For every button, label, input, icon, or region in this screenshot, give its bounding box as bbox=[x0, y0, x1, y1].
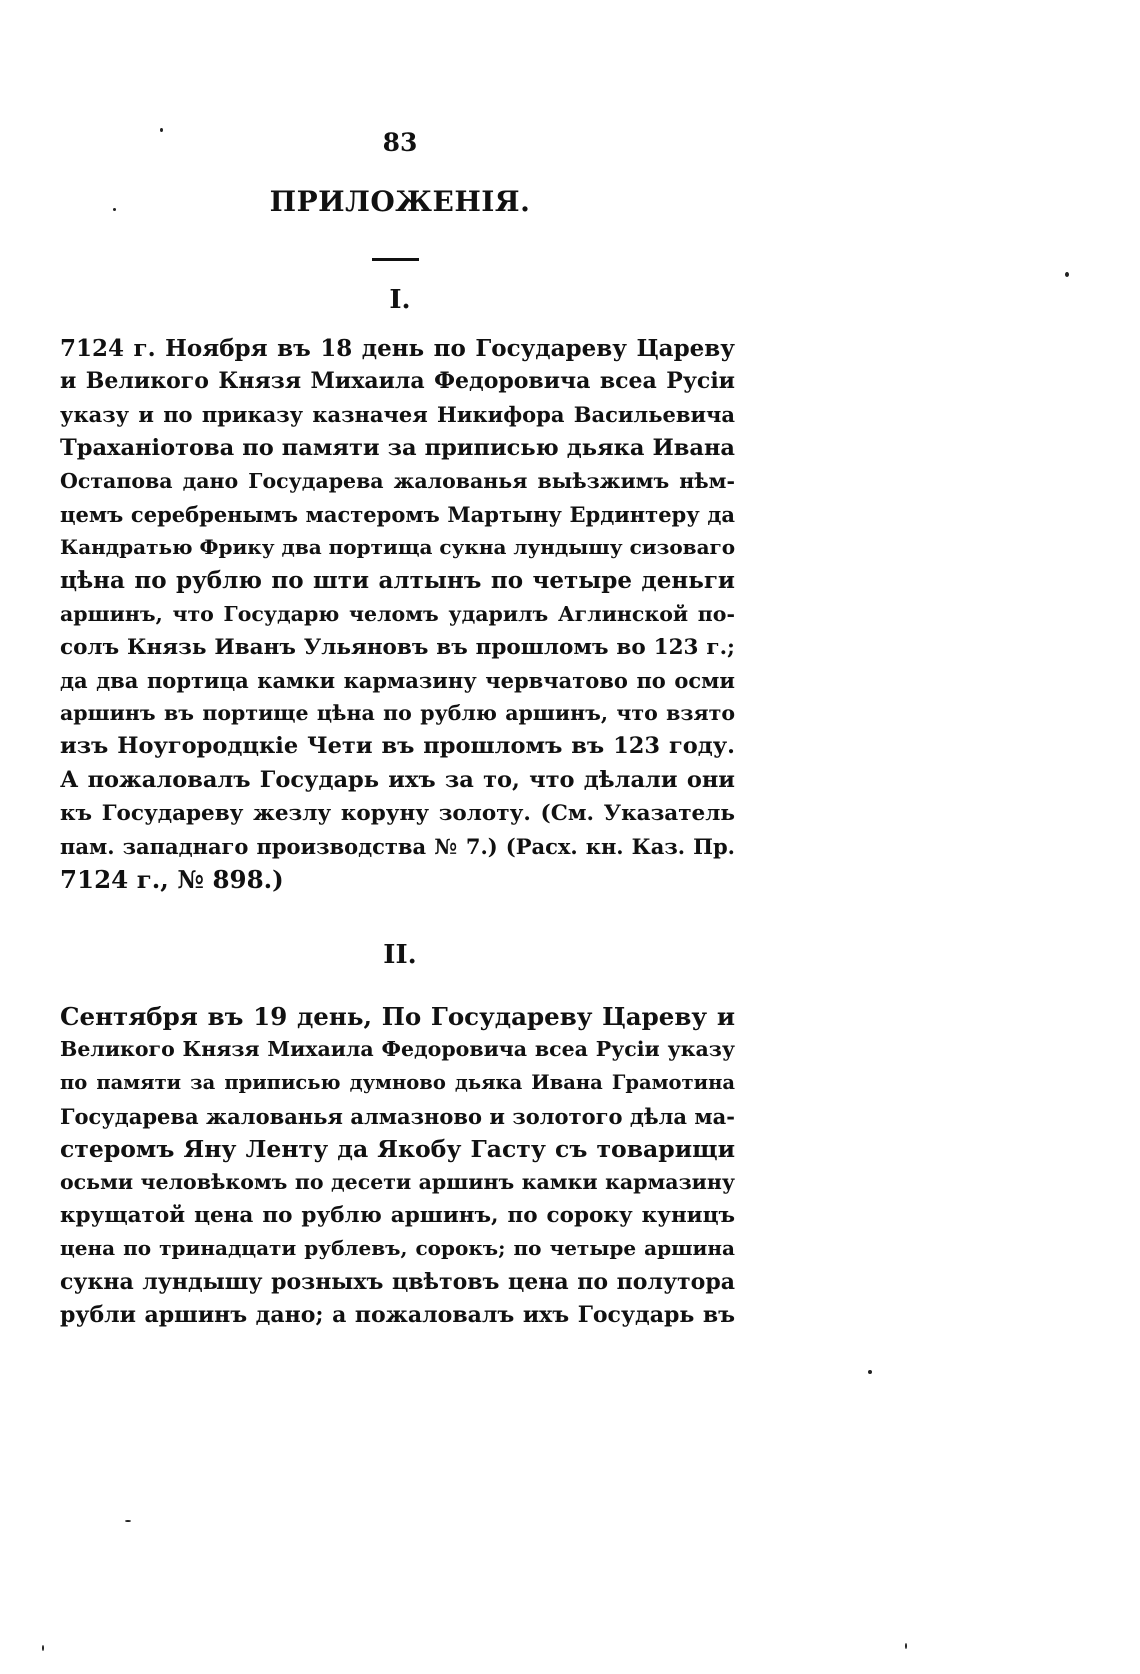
text-line: солъ Князь Иванъ Ульяновъ въ прошломъ во 123 г.; bbox=[60, 634, 735, 660]
scan-speck bbox=[113, 208, 116, 211]
text-line: Государева жалованья алмазново и золотого дѣла ма- bbox=[60, 1103, 735, 1129]
text-line: А пожаловалъ Государь ихъ за то, что дѣлали они bbox=[60, 766, 735, 793]
text-line: цемъ серебренымъ мастеромъ Мартыну Ердинтеру да bbox=[60, 502, 735, 528]
text-line: Остапова дано Государева жалованья выѣзжимъ нѣм- bbox=[60, 468, 735, 493]
scan-speck bbox=[868, 1370, 872, 1374]
text-line: Великого Князя Михаила Федоровича всеа Русіи указу bbox=[60, 1037, 735, 1062]
text-line: сукна лундышу розныхъ цвѣтовъ цена по полутора bbox=[60, 1268, 735, 1295]
section-number: II. bbox=[383, 940, 417, 970]
text-line: 7124 г., № 898.) bbox=[60, 865, 284, 895]
scan-speck bbox=[125, 1520, 131, 1522]
scan-speck bbox=[160, 128, 163, 132]
text-line: пам. западнаго производства № 7.) (Расх. кн. Каз. Пр. bbox=[60, 834, 735, 860]
text-line: изъ Ноугородцкіе Чети въ прошломъ въ 123 году. bbox=[60, 733, 735, 760]
text-line: да два портица камки кармазину червчатово по осми bbox=[60, 668, 735, 694]
scan-speck bbox=[42, 1645, 44, 1651]
text-line: Кандратью Фрику два портища сукна лундышу сизоваго bbox=[60, 535, 736, 560]
text-line: стеромъ Яну Ленту да Якобу Гасту съ товарищи bbox=[60, 1134, 735, 1163]
text-line: цѣна по рублю по шти алтынъ по четыре деньги bbox=[60, 567, 735, 595]
text-line: и Великого Князя Михаила Федоровича всеа Русіи bbox=[60, 368, 735, 395]
section-number: I. bbox=[389, 285, 411, 315]
page-number: 83 bbox=[382, 128, 418, 157]
section-text bbox=[60, 332, 735, 896]
text-line: указу и по приказу казначея Никифора Васильевича bbox=[60, 402, 735, 428]
text-line: осьми человѣкомъ по десети аршинъ камки кармазину bbox=[60, 1170, 735, 1195]
section-text bbox=[60, 1000, 735, 1332]
text-line: Сентября въ 19 день, По Государеву Цареву и bbox=[60, 1002, 735, 1031]
text-line: 7124 г. Ноября въ 18 день по Государеву Цареву bbox=[60, 335, 735, 362]
page-heading: ПРИЛОЖЕНІЯ. bbox=[269, 185, 531, 218]
heading-divider bbox=[372, 258, 419, 261]
text-line: крущатой цена по рублю аршинъ, по сороку куницъ bbox=[60, 1203, 735, 1229]
text-line: къ Государеву жезлу коруну золоту. (См. Указатель bbox=[60, 800, 735, 826]
text-line: по памяти за приписью думново дьяка Ивана Грамотина bbox=[60, 1071, 735, 1095]
scan-speck bbox=[1065, 272, 1069, 277]
text-line: рубли аршинъ дано; а пожаловалъ ихъ Государь въ bbox=[60, 1301, 735, 1328]
scan-speck bbox=[905, 1643, 907, 1649]
text-line: цена по тринадцати рублевъ, сорокъ; по четыре аршина bbox=[60, 1236, 735, 1261]
text-line: Траханіотова по памяти за приписью дьяка Ивана bbox=[60, 434, 735, 461]
text-line: аршинъ, что Государю челомъ ударилъ Аглинской по- bbox=[60, 601, 735, 626]
text-line: аршинъ въ портище цѣна по рублю аршинъ, что взято bbox=[60, 701, 735, 726]
